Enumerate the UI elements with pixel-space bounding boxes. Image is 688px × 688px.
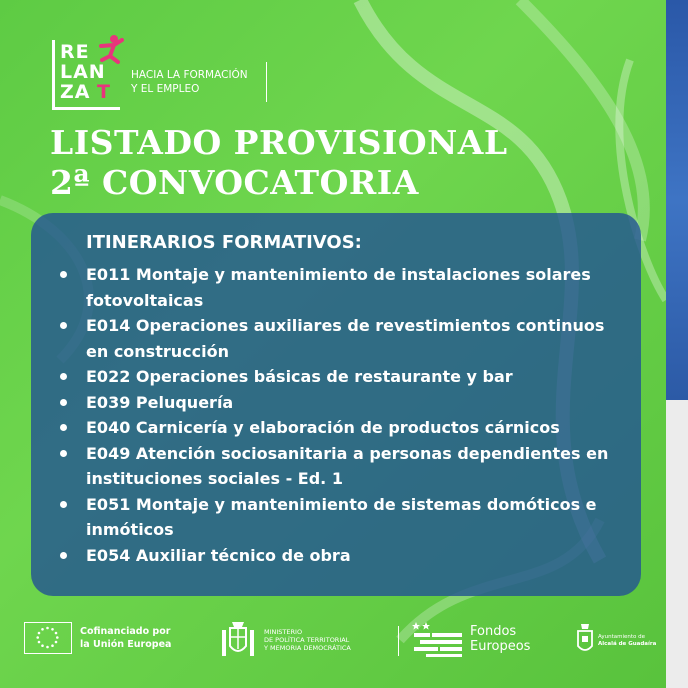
bullet-icon [60,501,67,508]
tagline-line-2: Y EL EMPLEO [131,83,200,95]
list-item [60,313,620,364]
list-item [60,262,620,313]
logo-row-2: LAN [60,61,106,83]
list-item-text: E054 Auxiliar técnico de obra [86,545,351,565]
alcala-line-1: Ayuntamiento de [598,634,646,640]
logo-tagline [131,68,248,96]
list-item-text: E011 Montaje y mantenimiento de instalaciones solares fotovoltaicas [86,265,591,310]
bullet-icon [60,424,67,431]
bullet-icon [60,322,67,329]
list-item-text: E022 Operaciones básicas de restaurante y bar [86,367,513,386]
list-item-text: E040 Carnicería y elaboración de productos cárnicos [86,418,560,437]
ministry-label [264,628,351,652]
alcala-label [598,634,656,648]
logo-row-1: RE [60,41,90,63]
bullet-icon [60,373,67,380]
logo-divider [266,62,267,102]
eu-line-2: la Unión Europea [80,639,172,650]
itineraries-list [60,262,620,568]
fondos-divider [398,626,399,656]
title-line-2: 2ª CONVOCATORIA [50,163,419,202]
list-item [60,415,620,441]
alcala-line-2: Alcalá de Guadaíra [598,641,657,647]
bullet-icon [60,450,67,457]
page-title [50,123,508,203]
footer-logos [0,610,666,670]
ministry-line-2: DE POLÍTICA TERRITORIAL [264,636,350,644]
fondos-line-1: Fondos [470,624,517,639]
fondos-line-2: Europeos [470,639,531,654]
eu-line-1: Cofinanciado por [80,626,171,637]
fondos-europeos-label [470,624,530,654]
alcala-coat-of-arms-icon [576,622,594,656]
list-item-text: E051 Montaje y mantenimiento de sistemas domóticos e inmóticos [86,494,597,539]
ministry-line-1: MINISTERIO [264,628,303,636]
bullet-icon [60,271,67,278]
eu-cofinance-label [80,625,171,651]
figure-icon [96,34,126,64]
list-item [60,364,620,390]
title-line-1: LISTADO PROVISIONAL [50,123,508,162]
eu-stars-icon [25,623,70,652]
list-item-text: E039 Peluquería [86,392,234,412]
eu-flag-icon [24,622,72,654]
list-item [60,543,620,569]
list-item-text: E049 Atención sociosanitaria a personas dependientes en instituciones sociales - Ed. 1 [86,443,609,488]
card-heading: ITINERARIOS FORMATIVOS: [86,232,362,253]
bullet-icon [60,552,67,559]
list-item [60,492,620,543]
spain-coat-of-arms-icon [218,616,258,662]
right-edge-blue-band [666,0,688,400]
bullet-icon [60,399,67,406]
relanzat-logo [52,40,122,106]
logo-suffix: T [97,81,111,103]
fondos-europeos-icon [410,620,466,658]
list-item [60,441,620,492]
list-item-text: E014 Operaciones auxiliares de revestimientos continuos en construcción [86,316,605,361]
ministry-line-3: Y MEMORIA DEMOCRÁTICA [264,644,351,652]
list-item [60,390,620,416]
logo-row-3: ZA [60,81,91,103]
tagline-line-1: HACIA LA FORMACIÓN [131,69,248,81]
